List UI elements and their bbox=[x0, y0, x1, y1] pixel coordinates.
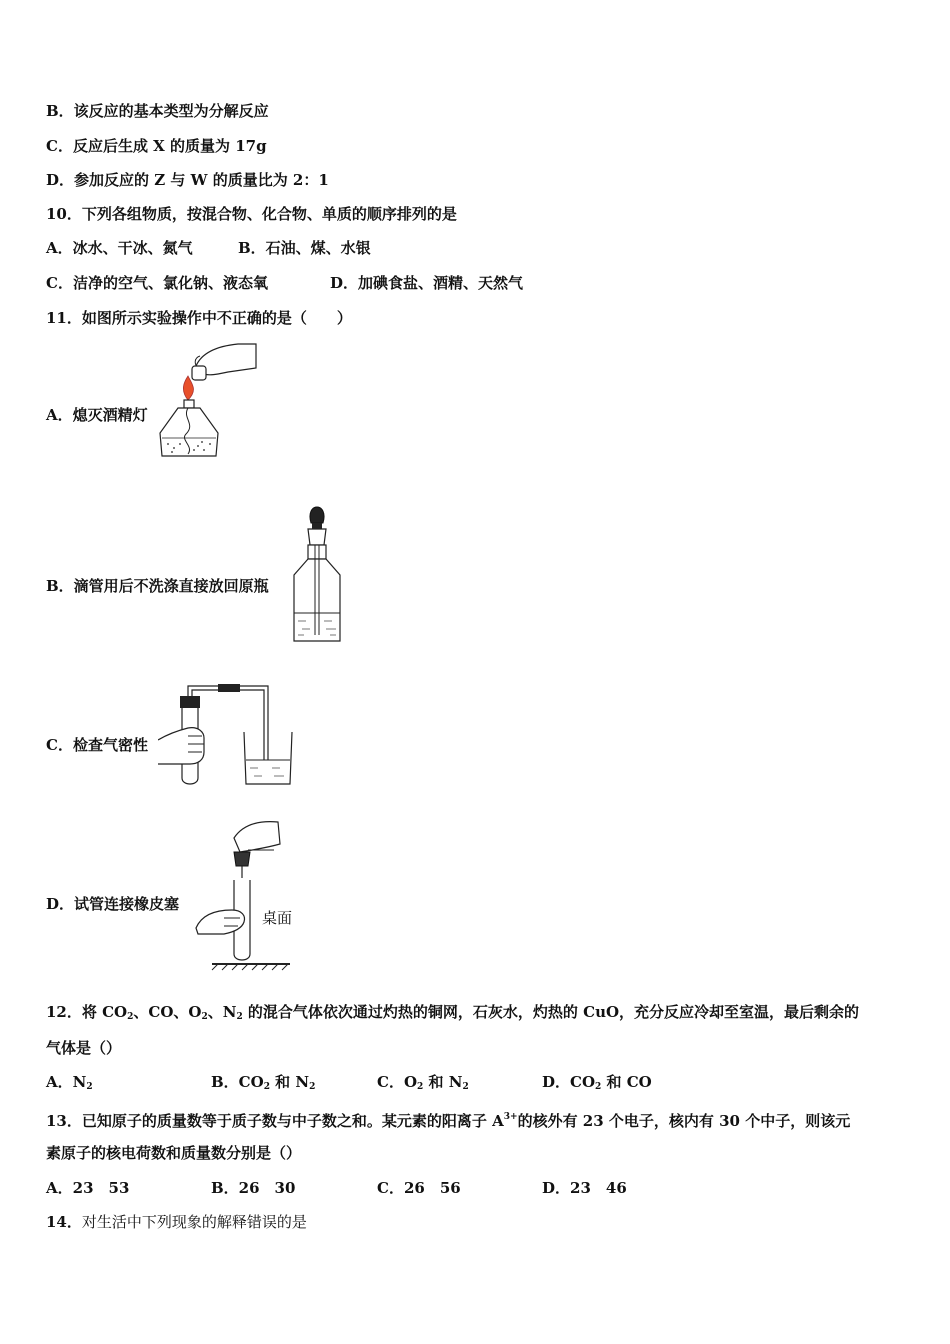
q13-option-c: C．26 56 bbox=[377, 1179, 461, 1197]
q10-option-c: C．洁净的空气、氯化钠、液态氧 bbox=[46, 274, 268, 292]
q11-option-c: C．检查气密性 bbox=[46, 736, 148, 754]
q10-option-b: B．石油、煤、水银 bbox=[238, 239, 371, 257]
q13-option-d: D．23 46 bbox=[542, 1179, 627, 1197]
q10-stem: 10．下列各组物质，按混合物、化合物、单质的顺序排列的是 bbox=[46, 205, 457, 223]
test-tube-stopper-figure bbox=[194, 818, 294, 972]
q14-stem: 14．对生活中下列现象的解释错误的是 bbox=[46, 1213, 307, 1231]
q9-option-d: D．参加反应的 Z 与 W 的质量比为 2：1 bbox=[46, 171, 329, 189]
airtightness-check-figure bbox=[158, 680, 298, 790]
q11-option-b: B．滴管用后不洗涤直接放回原瓶 bbox=[46, 577, 269, 595]
q10-option-a: A．冰水、干冰、氮气 bbox=[46, 239, 193, 257]
q9-option-c: C．反应后生成 X 的质量为 17g bbox=[46, 137, 267, 155]
q10-option-d: D．加碘食盐、酒精、天然气 bbox=[330, 274, 524, 292]
q12-option-c: C．$O_2$ 和 $N_2$ bbox=[377, 1073, 469, 1092]
q13-option-a: A．23 53 bbox=[46, 1179, 130, 1197]
q11-option-d: D．试管连接橡皮塞 bbox=[46, 895, 180, 913]
q9-option-b: B．该反应的基本类型为分解反应 bbox=[46, 102, 269, 120]
alcohol-lamp-figure bbox=[158, 338, 258, 462]
q11-option-a: A．熄灭酒精灯 bbox=[46, 406, 148, 424]
q13-stem-line2: 素原子的核电荷数和质量数分别是（） bbox=[46, 1144, 302, 1162]
q12-option-a: A．$N_2$ bbox=[46, 1073, 93, 1092]
q12-option-d: D．$CO_2$ 和 CO bbox=[542, 1073, 652, 1092]
q13-stem-line1: 13．已知原子的质量数等于质子数与中子数之和。某元素的阳离子 $A^{3+}$的核外有 23 个电子，核内有 30 个中子，则该元 bbox=[46, 1112, 851, 1130]
q12-option-b: B．$CO_2$ 和 $N_2$ bbox=[211, 1073, 316, 1092]
dropper-bottle-figure bbox=[290, 505, 344, 645]
table-surface-label: 桌面 bbox=[262, 909, 293, 927]
q11-stem: 11．如图所示实验操作中不正确的是（ ） bbox=[46, 309, 352, 327]
q13-option-b: B．26 30 bbox=[211, 1179, 296, 1197]
q12-stem-line1: 12．将 $CO_2$、CO、$O_2$、$N_2$ 的混合气体依次通过灼热的铜网，石灰水，灼热的 CuO，充分反应冷却至室温，最后剩余的 bbox=[46, 1003, 860, 1022]
q12-stem-line2: 气体是（） bbox=[46, 1039, 122, 1057]
